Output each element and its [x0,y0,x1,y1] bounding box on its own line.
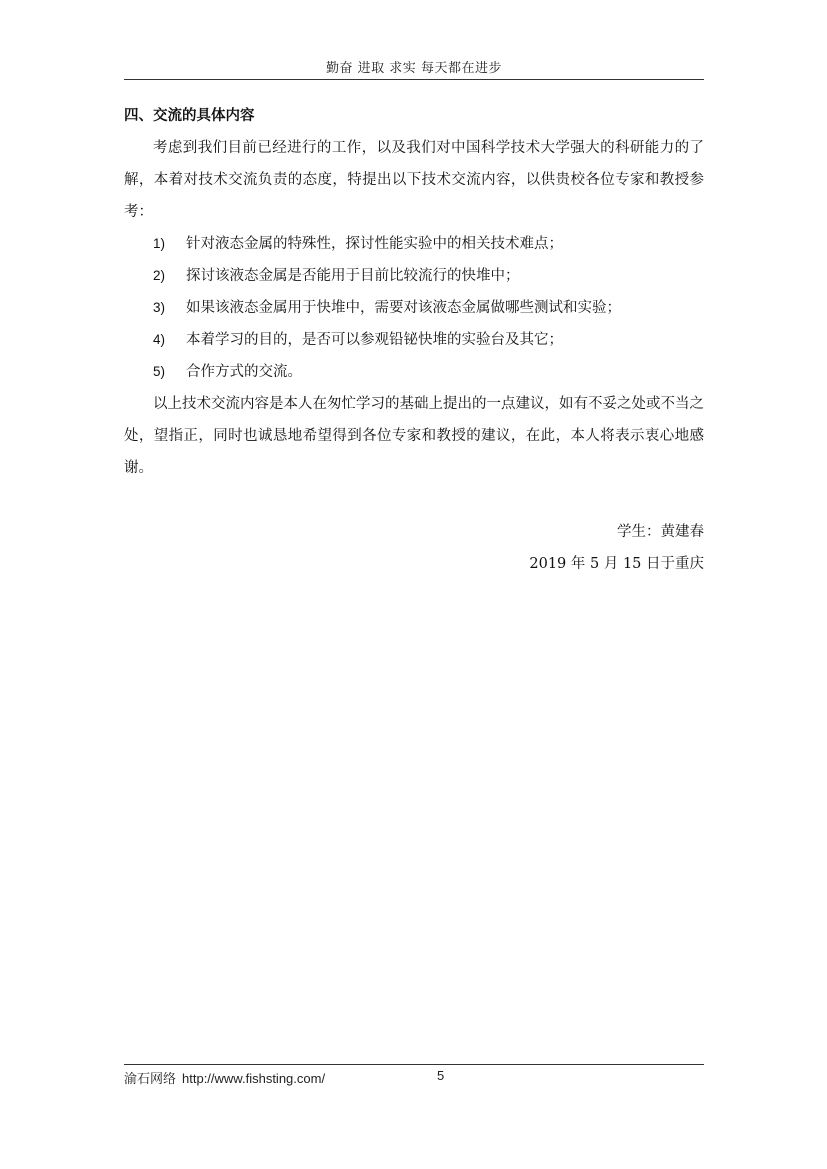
list-item [124,260,704,292]
list-item-text: 本着学习的目的，是否可以参观铅铋快堆的实验台及其它； [186,332,563,348]
exchange-topics-list [124,228,704,388]
list-item-text: 如果该液态金属用于快堆中，需要对该液态金属做哪些测试和实验； [186,300,621,316]
list-item-number: 1) [153,236,166,251]
signature-date: 2019 年 5 月 15 日于重庆 [529,556,704,572]
list-item [124,356,704,388]
page-header-motto: 勤奋 进取 求实 每天都在进步 [326,61,502,76]
document-body [124,100,704,580]
closing-paragraph: 以上技术交流内容是本人在匆忙学习的基础上提出的一点建议，如有不妥之处或不当之处，望指正，同时也诚恳地希望得到各位专家和教授的建议，在此，本人将表示衷心地感谢。 [124,396,704,476]
student-signature: 学生：黄建春 [617,524,704,540]
page-footer [124,1068,704,1087]
list-item-number: 5) [153,364,166,379]
list-item [124,292,704,324]
signature-block [124,516,704,580]
list-item-number: 3) [153,300,166,315]
page-number: 5 [437,1068,445,1083]
intro-paragraph: 考虑到我们目前已经进行的工作，以及我们对中国科学技术大学强大的科研能力的了解，本着对技术交流负责的态度，特提出以下技术交流内容，以供贵校各位专家和教授参考： [124,140,704,220]
footer-url-link[interactable]: http://www.fishsting.com/ [182,1071,326,1086]
header-divider [124,79,704,80]
list-item-text: 针对液态金属的特殊性，探讨性能实验中的相关技术难点； [186,236,563,252]
list-item-text: 探讨该液态金属是否能用于目前比较流行的快堆中； [186,268,520,284]
footer-divider [124,1064,704,1065]
list-item-number: 2) [153,268,166,283]
list-item [124,324,704,356]
list-item [124,228,704,260]
list-item-number: 4) [153,332,166,347]
footer-site-name: 渝石网络 [124,1072,177,1087]
section-heading: 四、交流的具体内容 [124,108,255,124]
list-item-text: 合作方式的交流。 [186,364,302,380]
